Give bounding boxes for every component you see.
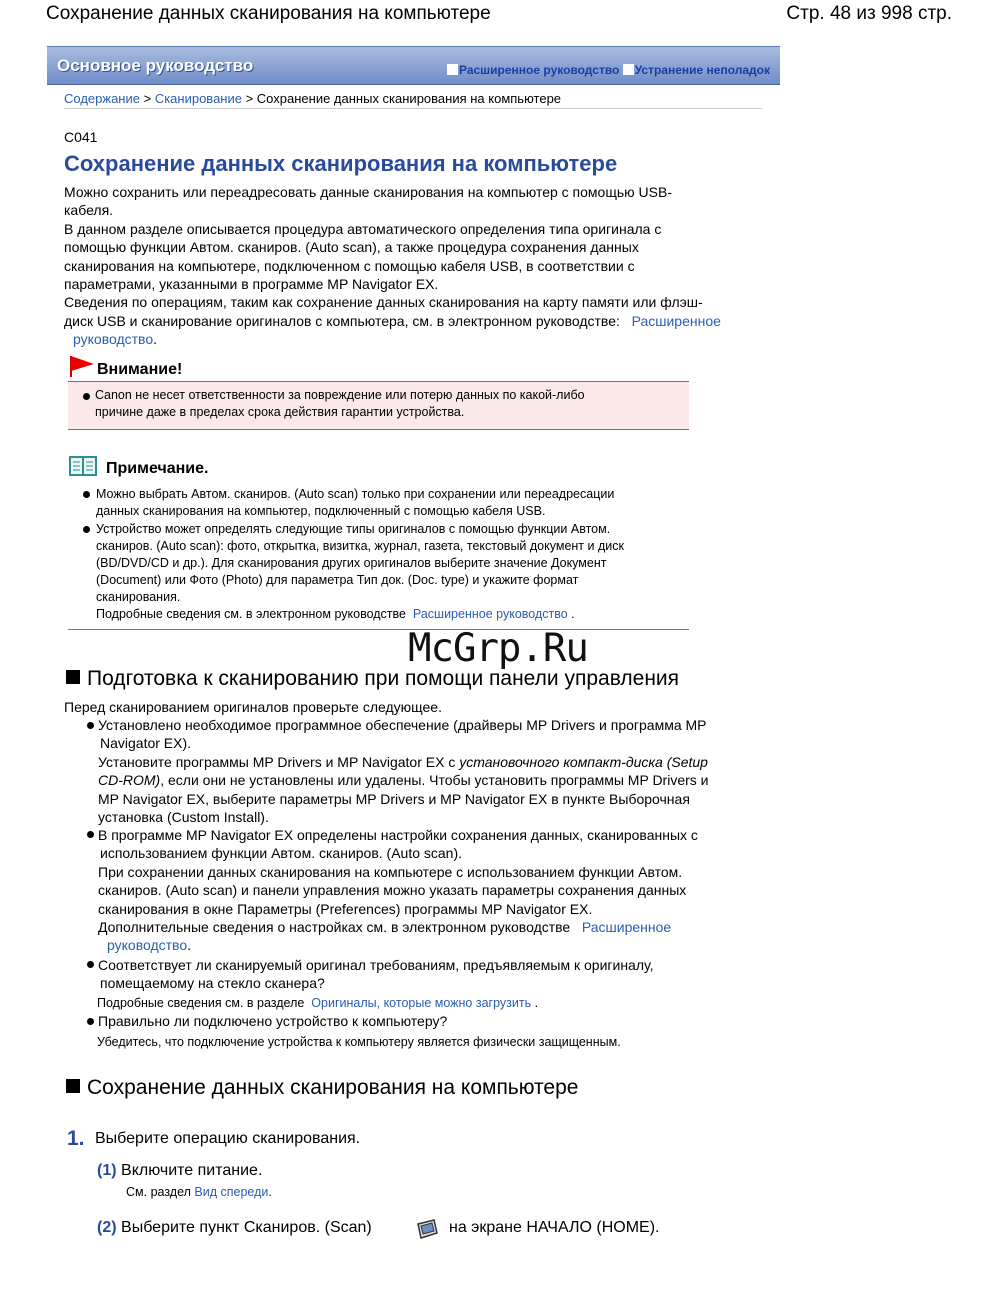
item-line: сканиров. (Auto scan) и панели управления можно указать параметры сохранения данных: [98, 882, 687, 899]
note-line: Подробные сведения см. в электронном руководстве Расширенное руководство .: [96, 607, 575, 621]
breadcrumb-separator: >: [241, 91, 257, 106]
note-item-2: [96, 521, 624, 623]
caution-text: [95, 387, 585, 421]
item-line: CD-ROM), если они не установлены или удалены. Чтобы установить программы MP Drivers и: [98, 772, 709, 789]
square-icon: [66, 1079, 80, 1093]
bullet-icon: [87, 722, 94, 729]
caution-label: Внимание!: [97, 361, 183, 378]
intro-line: параметрами, указанными в программе MP Navigator EX.: [64, 276, 439, 293]
note-line: (Document) или Фото (Photo) для параметра Тип док. (Doc. type) и укажите формат: [96, 573, 579, 587]
intro-line: Сведения по операциям, таким как сохранение данных сканирования на карту памяти или флэш-: [64, 294, 703, 311]
item-line: Установлено необходимое программное обеспечение (драйверы MP Drivers и программа MP: [98, 717, 707, 733]
square-icon: [447, 64, 458, 75]
note-item-1: [96, 486, 614, 520]
intro-line: диск USB и сканирование оригиналов с компьютера, см. в электронном руководстве: Расширенное: [64, 312, 721, 329]
document-header-title: Сохранение данных сканирования на компьютере: [46, 3, 491, 24]
manual-banner: [47, 46, 780, 85]
bullet-icon: [83, 393, 90, 400]
intro-line: Можно сохранить или переадресовать данные сканирования на компьютер с помощью USB-: [64, 184, 672, 200]
caution-line: причине даже в пределах срока действия гарантии устройства.: [95, 405, 465, 419]
breadcrumb: [64, 91, 561, 106]
checklist-item-2: [98, 826, 698, 955]
advanced-guide-link[interactable]: Расширенное: [631, 312, 721, 329]
page-counter: Стр. 48 из 998 стр.: [786, 3, 952, 24]
step-text: Выберите операцию сканирования.: [95, 1130, 361, 1147]
item-line: Navigator EX).: [100, 735, 192, 752]
note-line: Устройство может определять следующие типы оригиналов с помощью функции Автом.: [96, 522, 611, 536]
advanced-guide-link[interactable]: руководство: [73, 331, 154, 348]
item-line: сканирования в окне Параметры (Preferences) программы MP Navigator EX.: [98, 900, 593, 917]
checklist-item-3-ref: Подробные сведения см. в разделе Оригиналы, которые можно загрузить .: [97, 996, 539, 1010]
note-line: сканиров. (Auto scan): фото, открытка, визитка, журнал, газета, текстовый документ и диск: [96, 539, 624, 553]
item-line: руководство.: [107, 937, 191, 954]
section-heading: [66, 1076, 578, 1100]
checklist-item-3: [98, 956, 654, 993]
item-line: MP Navigator EX, выберите параметры MP Drivers и MP Navigator EX в пункте Выборочная: [98, 790, 690, 807]
originals-link[interactable]: Оригиналы, которые можно загрузить: [311, 996, 532, 1010]
breadcrumb-current: Сохранение данных сканирования на компьютере: [256, 91, 562, 106]
item-line: Установите программы MP Drivers и MP Navigator EX с установочного компакт-диска (Setup: [98, 753, 708, 770]
scanner-icon: [415, 1218, 439, 1240]
caution-box: [68, 381, 689, 430]
book-icon: [69, 456, 97, 476]
intro-line: сканирования на компьютере, подключенном с помощью кабеля USB, в соответствии с: [64, 257, 635, 274]
intro-line: кабеля.: [64, 202, 114, 219]
troubleshooting-link[interactable]: Устранение неполадок: [634, 63, 770, 77]
section-intro: Перед сканированием оригиналов проверьте следующее.: [64, 699, 442, 715]
breadcrumb-separator: >: [139, 91, 155, 106]
page-title: Сохранение данных сканирования на компьютере: [64, 151, 618, 176]
caution-flag-icon: [69, 354, 95, 378]
section-title: Подготовка к сканированию при помощи панели управления: [87, 667, 680, 690]
watermark: McGrp.Ru: [408, 626, 588, 671]
item-line: В программе MP Navigator EX определены настройки сохранения данных, сканированных с: [98, 827, 698, 843]
checklist-item-4-detail: Убедитесь, что подключение устройства к компьютеру является физически защищенным.: [97, 1035, 621, 1049]
item-line: использованием функции Автом. сканиров. (Auto scan).: [100, 845, 463, 862]
checklist-item-4: Правильно ли подключено устройство к компьютеру?: [98, 1013, 448, 1029]
note-line: (BD/DVD/CD и др.). Для сканирования других оригиналов выберите значение Документ: [96, 556, 607, 570]
item-line: При сохранении данных сканирования на компьютере с использованием функции Автом.: [98, 863, 683, 880]
advanced-guide-link[interactable]: Расширенное: [581, 919, 672, 936]
bullet-icon: [87, 1018, 94, 1025]
breadcrumb-divider: [64, 108, 762, 109]
intro-line: руководство.: [73, 331, 157, 348]
intro-paragraph: [64, 183, 721, 349]
item-line: Соответствует ли сканируемый оригинал требованиям, предъявляемым к оригиналу,: [98, 957, 654, 973]
note-box: [68, 483, 689, 630]
front-view-link[interactable]: Вид спереди: [194, 1185, 269, 1199]
advanced-guide-link[interactable]: руководство: [107, 937, 188, 954]
substep-1-ref: См. раздел Вид спереди.: [126, 1185, 272, 1199]
bullet-icon: [87, 961, 94, 968]
breadcrumb-contents-link[interactable]: Содержание: [64, 91, 140, 106]
intro-line: В данном разделе описывается процедура автоматического определения типа оригинала с: [64, 220, 662, 237]
advanced-guide-link[interactable]: Расширенное руководство: [458, 63, 620, 77]
square-icon: [66, 670, 80, 684]
step-number: 1.: [67, 1127, 85, 1150]
substep-1: (1) Включите питание.: [97, 1162, 263, 1179]
square-icon: [623, 64, 634, 75]
checklist-item-1: [98, 716, 708, 826]
item-line: установка (Custom Install).: [98, 809, 269, 826]
note-line: данных сканирования на компьютер, подключенный с помощью кабеля USB.: [96, 504, 546, 518]
bullet-icon: [87, 831, 94, 838]
intro-line: помощью функции Автом. сканиров. (Auto scan), а также процедура сохранения данных: [64, 239, 639, 256]
banner-title: Основное руководство: [57, 56, 254, 75]
section-title: Сохранение данных сканирования на компьютере: [87, 1076, 579, 1099]
item-line: помещаемому на стекло сканера?: [100, 975, 325, 992]
item-line: Дополнительные сведения о настройках см. в электронном руководстве Расширенное: [98, 919, 672, 936]
note-line: Можно выбрать Автом. сканиров. (Auto scan) только при сохранении или переадресации: [96, 487, 615, 501]
advanced-guide-link[interactable]: Расширенное руководство: [412, 607, 568, 621]
bullet-icon: [83, 526, 90, 533]
document-code: C041: [64, 129, 98, 145]
substep-2-tail: на экране НАЧАЛО (HOME).: [449, 1219, 660, 1236]
breadcrumb-scan-link[interactable]: Сканирование: [154, 91, 242, 106]
note-line: сканирования.: [96, 590, 181, 604]
banner-links: [447, 63, 770, 77]
substep-2: (2) Выберите пункт Сканиров. (Scan): [97, 1219, 372, 1236]
bullet-icon: [83, 491, 90, 498]
caution-line: Canon не несет ответственности за повреждение или потерю данных по какой-либо: [95, 388, 585, 402]
note-label: Примечание.: [106, 460, 209, 477]
section-heading: [66, 667, 679, 691]
